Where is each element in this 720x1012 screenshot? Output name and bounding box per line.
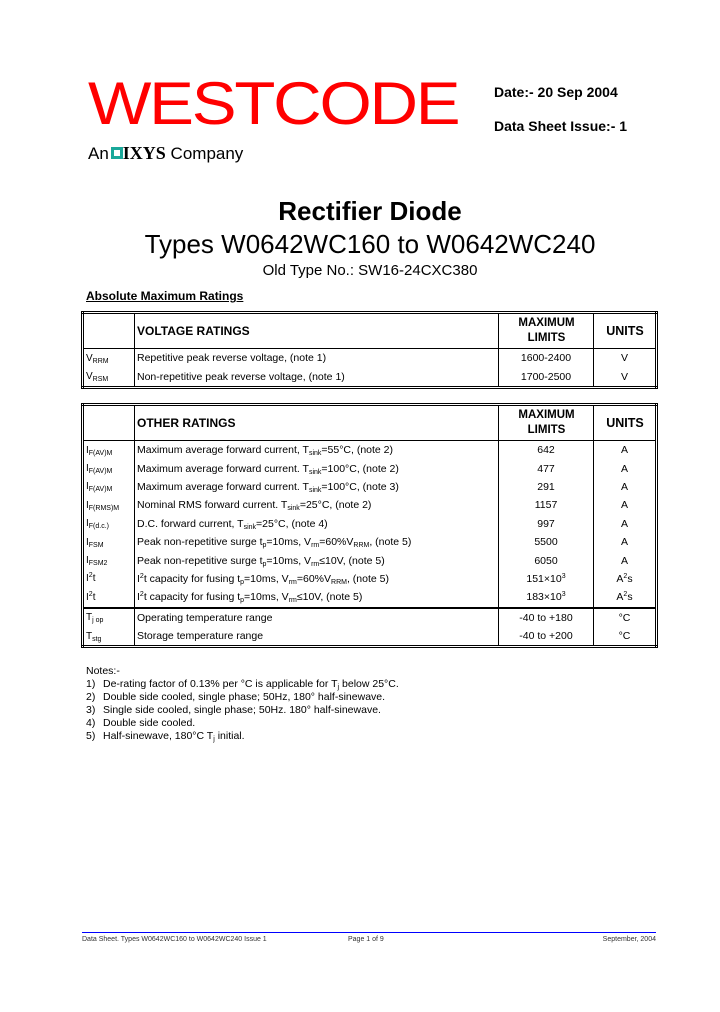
notes-title: Notes:- xyxy=(86,665,120,677)
text-segment: F(AV)M xyxy=(88,486,113,494)
text-segment: Repetitive peak reverse voltage, (note 1) xyxy=(137,352,327,365)
text-segment: t xyxy=(92,591,96,603)
text-segment: Maximum average forward current. T xyxy=(137,480,309,493)
symbol-header xyxy=(83,313,135,349)
text-segment: 2 xyxy=(139,572,144,580)
text-segment: A xyxy=(616,572,624,585)
table-row xyxy=(83,608,657,627)
unit-cell xyxy=(594,459,657,477)
text-segment: ≤10V, (note 5) xyxy=(319,554,385,567)
note-item xyxy=(86,704,399,717)
text-segment: 2 xyxy=(623,591,628,599)
footer xyxy=(82,932,656,943)
note-number: 2) xyxy=(86,691,96,703)
symbol-cell xyxy=(83,459,135,477)
text-segment: RRM xyxy=(353,542,370,550)
note-item xyxy=(86,678,399,691)
text-segment: 642 xyxy=(537,444,555,457)
text-segment: j xyxy=(213,736,215,743)
description-cell xyxy=(135,627,499,647)
note-text xyxy=(103,730,245,743)
description-cell xyxy=(135,533,499,551)
text-segment: I xyxy=(86,518,89,530)
text-segment: V xyxy=(86,371,93,383)
text-segment: 2 xyxy=(139,591,144,599)
issue: Data Sheet Issue:- 1 xyxy=(494,118,628,134)
text-segment: p xyxy=(262,560,267,568)
text-segment: =10ms, V xyxy=(266,554,312,567)
text-segment: V xyxy=(620,370,628,383)
text-segment: I xyxy=(86,499,89,511)
text-segment: I xyxy=(86,481,89,493)
table-row xyxy=(83,588,657,607)
note-number: 4) xyxy=(86,717,96,729)
table-row xyxy=(83,627,657,647)
ixys-logo-icon xyxy=(112,148,122,158)
text-segment: 3 xyxy=(561,572,566,580)
text-segment: sink xyxy=(308,486,322,494)
text-segment: 1600-2400 xyxy=(520,352,572,365)
footer-left: Data Sheet. Types W0642WC160 to W0642WC240 Issue 1 xyxy=(82,936,267,943)
symbol-cell xyxy=(83,570,135,588)
text-segment: Half-sinewave, 180°C T xyxy=(103,730,214,742)
unit-cell xyxy=(594,496,657,514)
text-segment: s xyxy=(627,572,633,585)
tagline-suffix: Company xyxy=(170,144,244,163)
unit-cell xyxy=(594,478,657,496)
text-segment: stg xyxy=(92,635,102,643)
text-segment: =55°C, (note 2) xyxy=(321,444,394,457)
text-segment: below 25°C. xyxy=(339,678,399,690)
symbol-header xyxy=(83,405,135,441)
text-segment: =25°C, (note 2) xyxy=(299,499,372,512)
text-segment: j xyxy=(337,684,340,691)
unit-cell xyxy=(594,349,657,368)
text-segment: 997 xyxy=(537,517,555,530)
text-segment: A xyxy=(620,462,628,475)
text-segment: I xyxy=(86,463,89,475)
text-segment: t xyxy=(92,573,96,585)
table-row xyxy=(83,515,657,533)
text-segment: =60%V xyxy=(319,536,354,549)
text-segment: , (note 5) xyxy=(346,572,389,585)
text-segment: 2 xyxy=(623,572,628,580)
header-line: LIMITS xyxy=(527,424,566,436)
unit-cell xyxy=(594,533,657,551)
text-segment: A xyxy=(620,554,628,567)
description-cell xyxy=(135,441,499,460)
text-segment: I xyxy=(86,591,89,603)
text-segment: 151×10 xyxy=(526,572,562,585)
text-segment: De-rating factor of 0.13% per °C is applicable for T xyxy=(103,678,338,690)
text-segment: RSM xyxy=(92,376,109,384)
notes xyxy=(86,665,399,743)
text-segment: T xyxy=(86,612,93,624)
max-limit-cell xyxy=(499,515,594,533)
text-segment: Double side cooled. xyxy=(103,717,196,729)
text-segment: 2 xyxy=(88,590,93,598)
text-segment: 3 xyxy=(561,591,566,599)
symbol-cell xyxy=(83,367,135,387)
description-cell xyxy=(135,349,499,368)
text-segment: F(AV)M xyxy=(88,449,113,457)
text-segment: =10ms, V xyxy=(244,591,289,604)
text-segment: sink xyxy=(243,523,257,531)
header-line: MAXIMUM xyxy=(518,409,575,421)
table-row xyxy=(83,496,657,514)
text-segment: j op xyxy=(92,617,104,625)
ratings-header: OTHER RATINGS xyxy=(135,405,499,441)
max-limit-cell xyxy=(499,570,594,588)
text-segment: -40 to +200 xyxy=(519,630,573,643)
max-limit-cell xyxy=(499,441,594,460)
text-segment: Nominal RMS forward current. T xyxy=(137,499,288,512)
text-segment: RRM xyxy=(92,357,109,365)
text-segment: V xyxy=(86,352,93,364)
text-segment: rm xyxy=(311,542,320,550)
note-number: 5) xyxy=(86,730,96,742)
text-segment: Peak non-repetitive surge t xyxy=(137,554,263,567)
text-segment: =10ms, V xyxy=(244,572,289,585)
table-row xyxy=(83,570,657,588)
units-header: UNITS xyxy=(594,405,657,441)
text-segment: Peak non-repetitive surge t xyxy=(137,536,263,549)
text-segment: Storage temperature range xyxy=(137,630,264,643)
text-segment: I xyxy=(86,444,89,456)
text-segment: Single side cooled, single phase; 50Hz. 180° half-sinewave. xyxy=(103,704,381,716)
text-segment: I xyxy=(86,536,89,548)
table-row xyxy=(83,459,657,477)
max-limit-cell xyxy=(499,627,594,647)
text-segment: s xyxy=(627,591,633,604)
text-segment: t capacity for fusing t xyxy=(143,591,241,604)
text-segment: rm xyxy=(288,578,297,586)
symbol-cell xyxy=(83,349,135,368)
text-segment: 5500 xyxy=(534,536,558,549)
date: Date:- 20 Sep 2004 xyxy=(494,84,618,100)
units-header: UNITS xyxy=(594,313,657,349)
westcode-logo: WESTCODE xyxy=(88,70,459,137)
max-limit-cell xyxy=(499,496,594,514)
text-segment: =60%V xyxy=(296,572,332,585)
ratings-header: VOLTAGE RATINGS xyxy=(135,313,499,349)
note-text xyxy=(103,678,399,691)
unit-cell xyxy=(594,515,657,533)
max-limits-header xyxy=(499,405,594,441)
text-segment: Maximum average forward current. T xyxy=(137,462,309,475)
description-cell xyxy=(135,608,499,627)
table-row xyxy=(83,551,657,569)
ixys-brand: IXYS xyxy=(122,143,166,163)
symbol-cell xyxy=(83,551,135,569)
text-segment: V xyxy=(620,352,628,365)
max-limit-cell xyxy=(499,367,594,387)
old-type-number: Old Type No.: SW16-24CXC380 xyxy=(262,262,478,279)
text-segment: Maximum average forward current, T xyxy=(137,444,309,457)
text-segment: °C xyxy=(618,630,631,643)
note-number: 3) xyxy=(86,704,96,716)
description-cell xyxy=(135,570,499,588)
unit-cell xyxy=(594,551,657,569)
text-segment: D.C. forward current, T xyxy=(137,517,244,530)
description-cell xyxy=(135,588,499,607)
header-line: LIMITS xyxy=(527,332,566,344)
description-cell xyxy=(135,459,499,477)
table-row xyxy=(83,533,657,551)
text-segment: I xyxy=(86,555,89,567)
text-segment: I xyxy=(86,573,89,585)
text-segment: I xyxy=(137,572,140,585)
max-limit-cell xyxy=(499,478,594,496)
text-segment: RRM xyxy=(331,578,347,586)
symbol-cell xyxy=(83,478,135,496)
text-segment: A xyxy=(620,444,628,457)
note-item xyxy=(86,717,399,730)
other-ratings-table xyxy=(81,403,658,648)
text-segment: A xyxy=(620,480,628,493)
text-segment: A xyxy=(620,499,628,512)
text-segment: F(d.c.) xyxy=(88,523,110,531)
table-row xyxy=(83,441,657,460)
company-tagline xyxy=(88,143,243,164)
text-segment: I xyxy=(137,591,140,604)
description-cell xyxy=(135,551,499,569)
text-segment: =100°C, (note 2) xyxy=(321,462,399,475)
max-limit-cell xyxy=(499,608,594,627)
text-segment: Operating temperature range xyxy=(137,611,273,624)
text-segment: rm xyxy=(311,560,320,568)
text-segment: Non-repetitive peak reverse voltage, (note 1) xyxy=(137,370,345,383)
text-segment: A xyxy=(620,517,628,530)
text-segment: 291 xyxy=(537,480,555,493)
max-limits-header xyxy=(499,313,594,349)
description-cell xyxy=(135,515,499,533)
symbol-cell xyxy=(83,441,135,460)
unit-cell xyxy=(594,441,657,460)
text-segment: p xyxy=(240,597,245,605)
text-segment: FSM xyxy=(88,541,104,549)
document-title: Rectifier Diode xyxy=(278,196,462,226)
unit-cell xyxy=(594,608,657,627)
footer-page: Page 1 of 9 xyxy=(348,936,384,943)
text-segment: t capacity for fusing t xyxy=(143,572,241,585)
footer-date: September, 2004 xyxy=(602,936,656,943)
text-segment: 2 xyxy=(88,572,93,580)
symbol-cell xyxy=(83,496,135,514)
description-cell xyxy=(135,367,499,387)
text-segment: FSM2 xyxy=(88,560,108,568)
note-text xyxy=(103,691,385,704)
max-limit-cell xyxy=(499,588,594,607)
table-row xyxy=(83,367,657,387)
text-segment: rm xyxy=(288,597,297,605)
text-segment: 1157 xyxy=(534,499,558,512)
text-segment: 477 xyxy=(537,462,555,475)
header-line: MAXIMUM xyxy=(518,317,575,329)
note-item xyxy=(86,691,399,704)
symbol-cell xyxy=(83,515,135,533)
text-segment: 6050 xyxy=(534,554,558,567)
section-title: Absolute Maximum Ratings xyxy=(86,289,244,303)
table-row xyxy=(83,349,657,368)
text-segment: p xyxy=(262,542,267,550)
text-segment: sink xyxy=(287,505,300,513)
note-text xyxy=(103,717,195,730)
text-segment: F(RMS)M xyxy=(88,504,120,512)
symbol-cell xyxy=(83,608,135,627)
tagline-prefix: An xyxy=(88,144,109,163)
text-segment: F(AV)M xyxy=(88,468,113,476)
text-segment: A xyxy=(620,536,628,549)
symbol-cell xyxy=(83,588,135,607)
symbol-cell xyxy=(83,533,135,551)
description-cell xyxy=(135,496,499,514)
max-limit-cell xyxy=(499,349,594,368)
text-segment: =25°C, (note 4) xyxy=(256,517,328,530)
text-segment: -40 to +180 xyxy=(519,611,573,624)
unit-cell xyxy=(594,627,657,647)
unit-cell xyxy=(594,588,657,607)
max-limit-cell xyxy=(499,533,594,551)
document-types: Types W0642WC160 to W0642WC240 xyxy=(144,229,596,259)
text-segment: p xyxy=(240,578,245,586)
text-segment: 183×10 xyxy=(526,591,562,604)
max-limit-cell xyxy=(499,459,594,477)
text-segment: initial. xyxy=(214,730,245,742)
description-cell xyxy=(135,478,499,496)
text-segment: A xyxy=(616,591,624,604)
text-segment: T xyxy=(86,630,93,642)
text-segment: , (note 5) xyxy=(369,536,412,549)
max-limit-cell xyxy=(499,551,594,569)
text-segment: sink xyxy=(308,468,322,476)
note-text xyxy=(103,704,381,717)
text-segment: =100°C, (note 3) xyxy=(321,480,399,493)
text-segment: 1700-2500 xyxy=(520,370,572,383)
voltage-ratings-table xyxy=(81,311,658,389)
unit-cell xyxy=(594,367,657,387)
symbol-cell xyxy=(83,627,135,647)
text-segment: Double side cooled, single phase; 50Hz, 180° half-sinewave. xyxy=(103,691,386,703)
text-segment: ≤10V, (note 5) xyxy=(296,591,363,604)
note-item xyxy=(86,730,399,743)
note-number: 1) xyxy=(86,678,96,690)
unit-cell xyxy=(594,570,657,588)
text-segment: sink xyxy=(308,450,322,458)
text-segment: =10ms, V xyxy=(266,536,312,549)
table-row xyxy=(83,478,657,496)
text-segment: °C xyxy=(618,611,631,624)
